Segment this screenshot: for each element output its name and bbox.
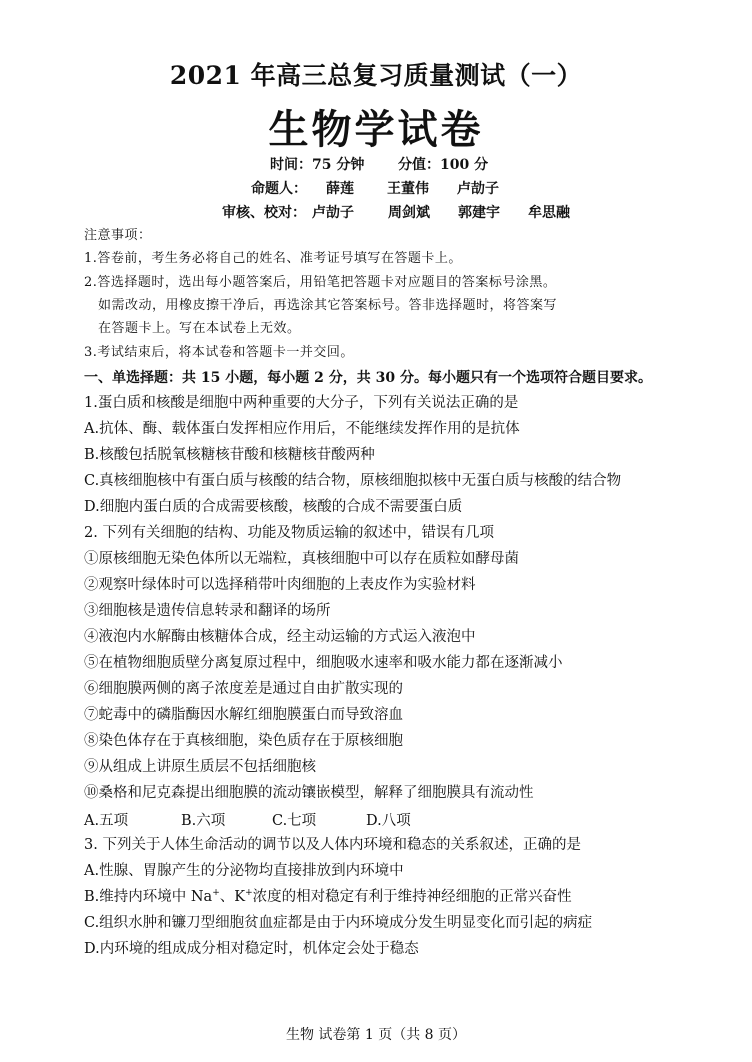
question-option: A.抗体、酶、载体蛋白发挥相应作用后，不能继续发挥作用的是抗体 (84, 421, 520, 437)
option-text: 、K (219, 889, 246, 905)
question-stem: 2. 下列有关细胞的结构、功能及物质运输的叙述中，错误有几项 (84, 525, 494, 541)
reviewer-name: 卢劼子 (312, 205, 354, 221)
question-statement: ①原核细胞无染色体所以无端粒，真核细胞中可以存在质粒如酵母菌 (84, 551, 519, 567)
reviewer-name: 周剑斌 (388, 205, 430, 221)
reviewer-name: 郭建宇 (458, 205, 500, 221)
notice-item: 2.答选择题时，选出每小题答案后，用铅笔把答题卡对应题目的答案标号涂黑。 (84, 275, 557, 290)
notice-item: 在答题卡上。写在本试卷上无效。 (98, 321, 301, 336)
question-option: B.核酸包括脱氧核糖核苷酸和核糖核苷酸两种 (84, 447, 375, 463)
reviewers-label: 审核、校对： (222, 205, 306, 221)
question-statement: ②观察叶绿体时可以选择稍带叶肉细胞的上表皮作为实验材料 (84, 577, 476, 593)
question-statement: ⑥细胞膜两侧的离子浓度差是通过自由扩散实现的 (84, 681, 403, 697)
question-statement: ③细胞核是遗传信息转录和翻译的场所 (84, 603, 331, 619)
notice-item: 1.答卷前，考生务必将自己的姓名、准考证号填写在答题卡上。 (84, 251, 462, 266)
question-option: D.内环境的组成成分相对稳定时，机体定会处于稳态 (84, 941, 419, 957)
question-statement: ⑤在植物细胞质壁分离复原过程中，细胞吸水速率和吸水能力都在逐渐减小 (84, 655, 563, 671)
notice-item: 如需改动，用橡皮擦干净后，再选涂其它答案标号。答非选择题时，将答案写 (98, 298, 558, 313)
question-option: C.真核细胞核中有蛋白质与核酸的结合物，原核细胞拟核中无蛋白质与核酸的结合物 (84, 473, 622, 489)
question-option: C.组织水肿和镰刀型细胞贫血症都是由于内环境成分发生明显变化而引起的病症 (84, 915, 593, 931)
subject-title: 生物学试卷 (268, 106, 484, 153)
superscript: + (245, 888, 253, 899)
time-label: 时间：75 分钟 (270, 157, 365, 173)
question-option: A.性腺、胃腺产生的分泌物均直接排放到内环境中 (84, 863, 404, 879)
exam-title: 2021 年高三总复习质量测试（一） (169, 61, 583, 90)
page-footer: 生物 试卷第 1 页（共 8 页） (285, 1027, 467, 1043)
question-option: D.八项 (366, 813, 411, 829)
score-label: 分值：100 分 (398, 157, 489, 173)
question-stem: 3. 下列关于人体生命活动的调节以及人体内环境和稳态的关系叙述，正确的是 (84, 837, 581, 853)
author-name: 卢劼子 (457, 181, 499, 197)
option-text: 浓度的相对稳定有利于维持神经细胞的正常兴奋性 (252, 889, 572, 905)
option-text: B.维持内环境中 Na (84, 889, 213, 905)
question-statement: ⑨从组成上讲原生质层不包括细胞核 (84, 759, 316, 775)
superscript: + (212, 888, 220, 899)
question-statement: ④液泡内水解酶由核糖体合成，经主动运输的方式运入液泡中 (84, 629, 476, 645)
question-statement: ⑦蛇毒中的磷脂酶因水解红细胞膜蛋白而导致溶血 (84, 707, 403, 723)
reviewer-name: 牟思融 (528, 205, 570, 221)
authors-label: 命题人： (251, 181, 307, 197)
question-statement: ⑩桑格和尼克森提出细胞膜的流动镶嵌模型，解释了细胞膜具有流动性 (84, 785, 534, 801)
notice-item: 3.考试结束后，将本试卷和答题卡一并交回。 (84, 345, 354, 360)
author-name: 王董伟 (387, 181, 429, 197)
author-name: 薛莲 (326, 181, 354, 197)
question-stem: 1.蛋白质和核酸是细胞中两种重要的大分子，下列有关说法正确的是 (84, 395, 519, 411)
notice-heading: 注意事项： (84, 228, 152, 243)
section-heading: 一、单选择题：共 15 小题，每小题 2 分，共 30 分。每小题只有一个选项符合题目要求。 (84, 370, 652, 386)
question-statement: ⑧染色体存在于真核细胞，染色质存在于原核细胞 (84, 733, 403, 749)
question-option: D.细胞内蛋白质的合成需要核酸，核酸的合成不需要蛋白质 (84, 499, 463, 515)
question-option: B.六项 (181, 813, 226, 829)
question-option: C.七项 (272, 813, 317, 829)
question-option (84, 887, 572, 907)
question-option: A.五项 (84, 813, 129, 829)
